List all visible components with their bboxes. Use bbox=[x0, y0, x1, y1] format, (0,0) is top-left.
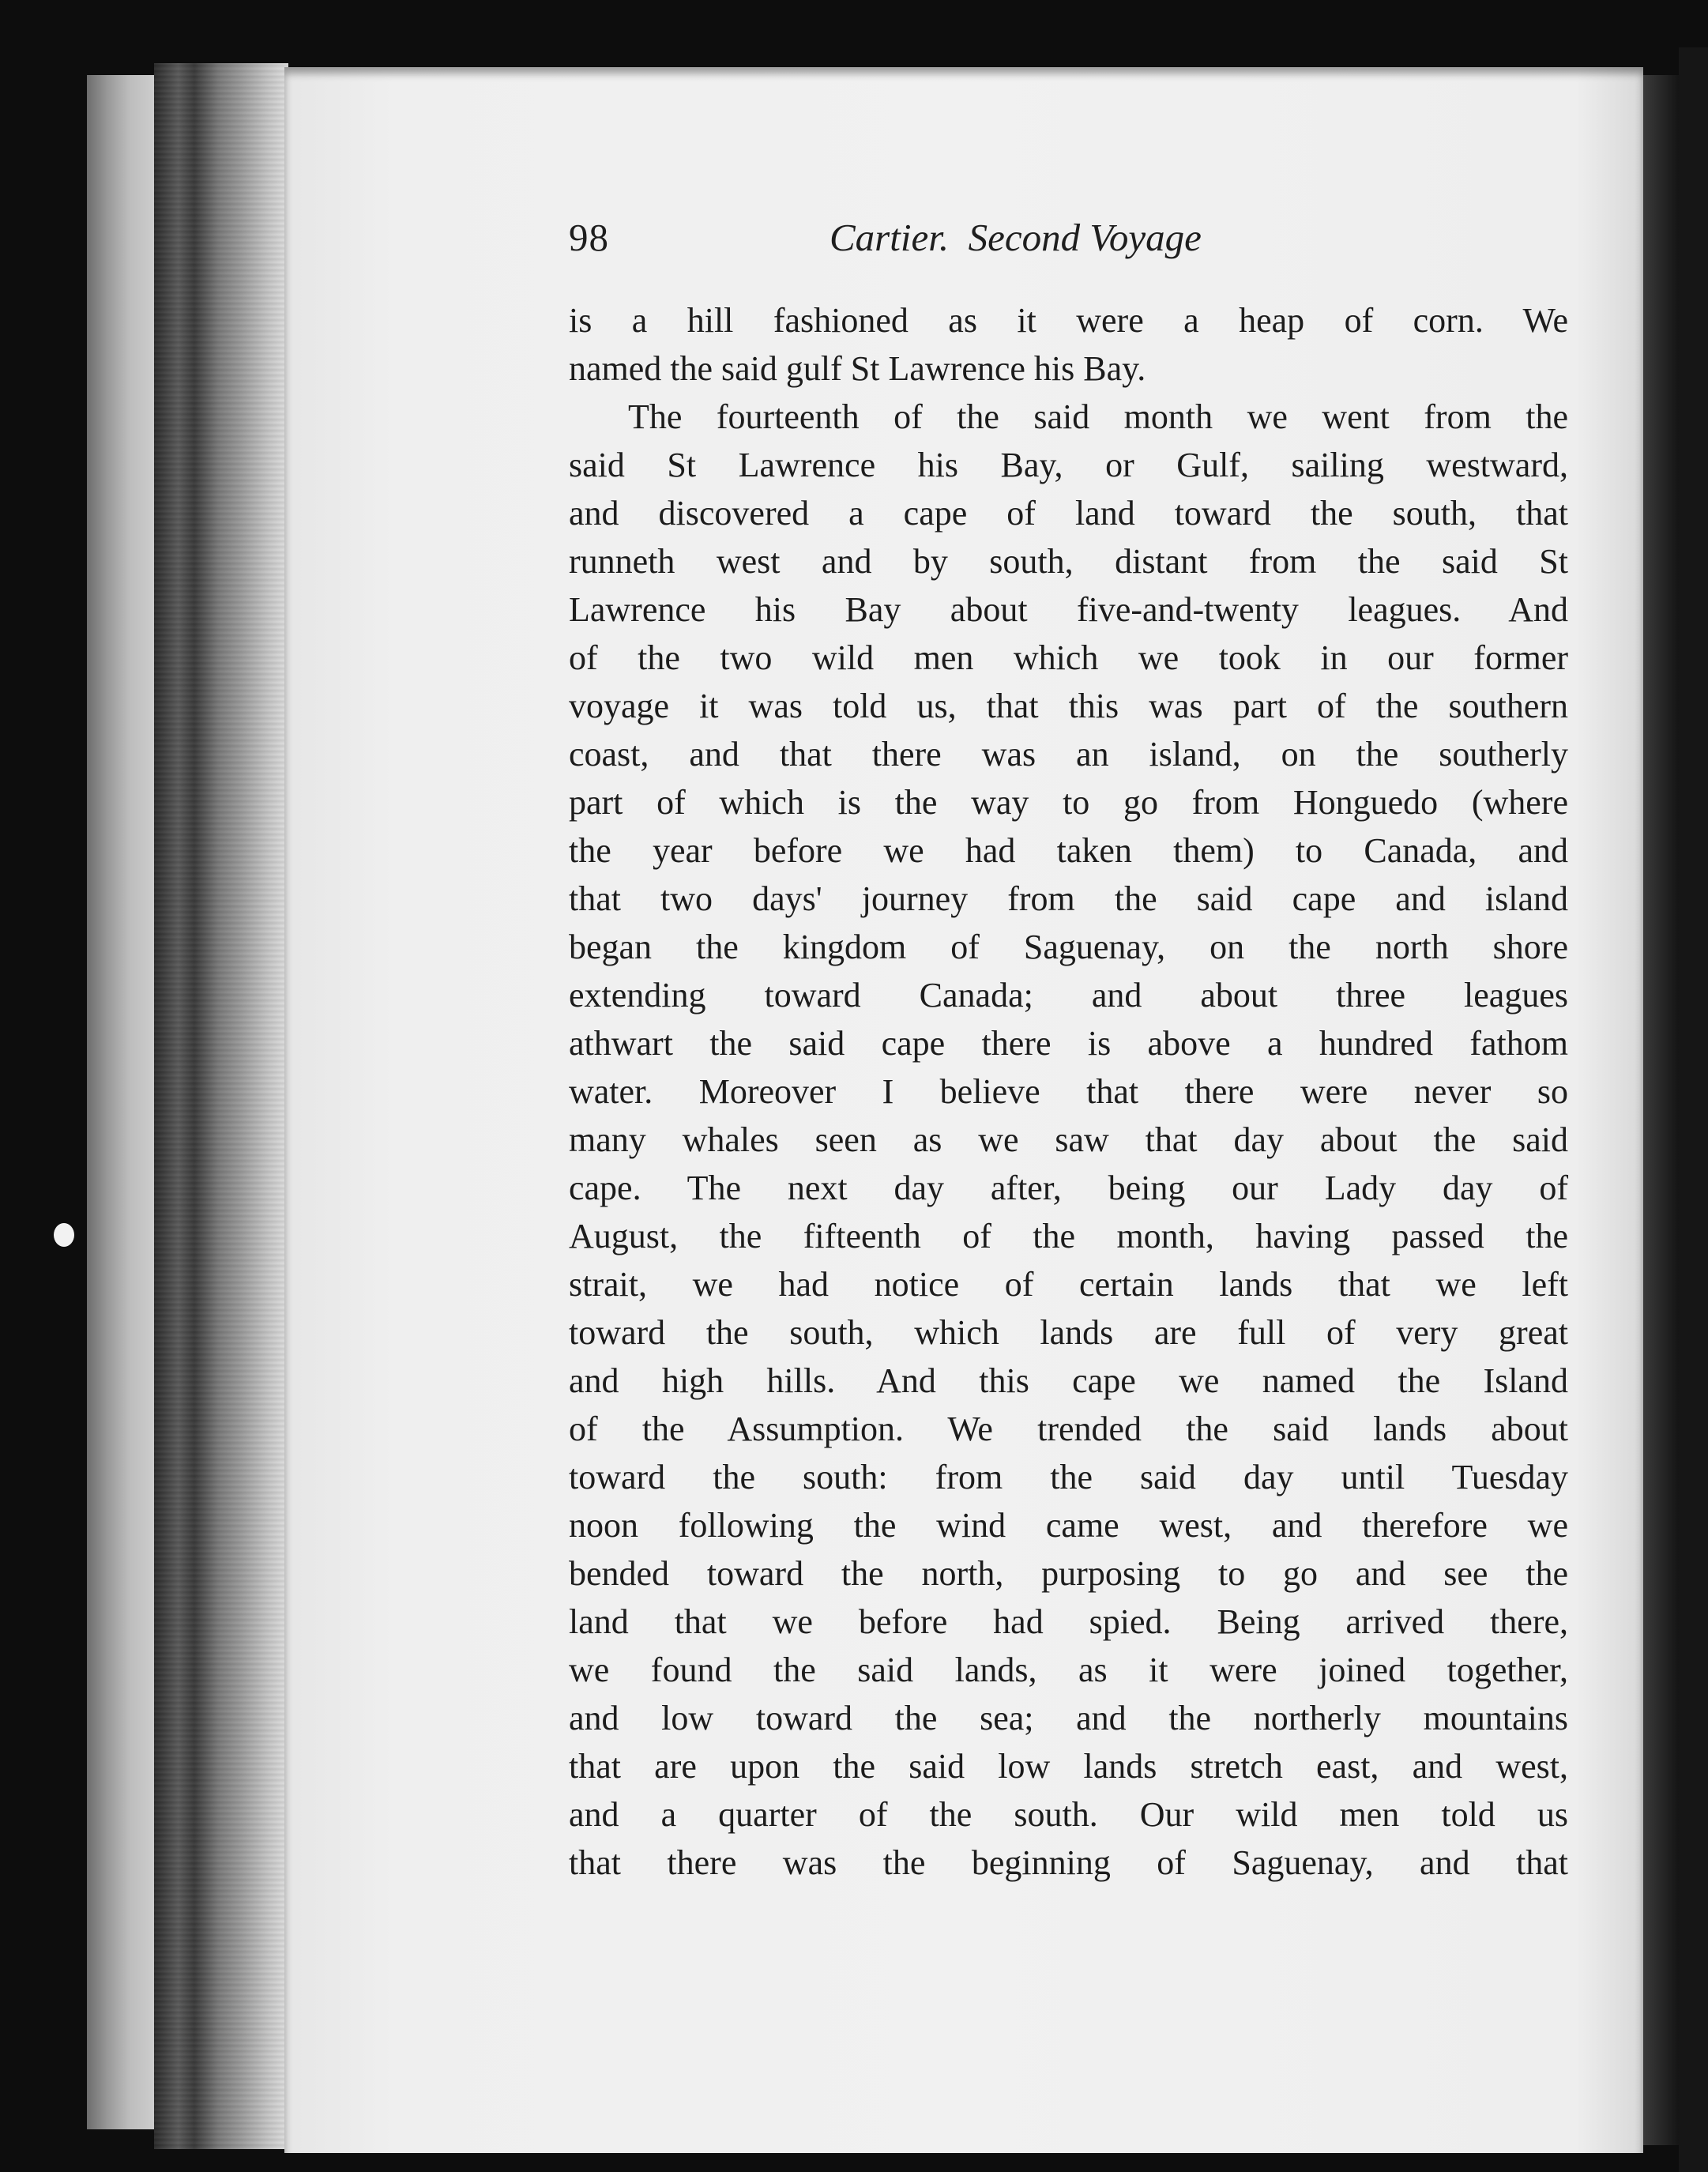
running-head bbox=[569, 215, 1556, 270]
text-line: that two days' journey from the said cape and island bbox=[569, 879, 1568, 918]
text-line: cape. The next day after, being our Lady day of bbox=[569, 1169, 1568, 1207]
text-line: and high hills. And this cape we named the Island bbox=[569, 1361, 1568, 1400]
text-line: of the Assumption. We trended the said lands about bbox=[569, 1410, 1568, 1448]
text-line: toward the south: from the said day until Tuesday bbox=[569, 1458, 1568, 1496]
text-line: Lawrence his Bay about five-and-twenty leagues. And bbox=[569, 590, 1568, 629]
text-line: is a hill fashioned as it were a heap of corn. We bbox=[569, 301, 1568, 340]
text-line: water. Moreover I believe that there were never so bbox=[569, 1072, 1568, 1111]
text-line: many whales seen as we saw that day about the said bbox=[569, 1120, 1568, 1159]
body-text bbox=[569, 296, 1568, 1887]
text-line: part of which is the way to go from Honguedo (where bbox=[569, 783, 1568, 822]
text-line: and low toward the sea; and the northerly mountains bbox=[569, 1699, 1568, 1737]
text-line: strait, we had notice of certain lands that we left bbox=[569, 1265, 1568, 1304]
text-line: extending toward Canada; and about three leagues bbox=[569, 976, 1568, 1014]
text-line: of the two wild men which we took in our former bbox=[569, 638, 1568, 677]
text-line: runneth west and by south, distant from the said St bbox=[569, 542, 1568, 581]
text-line: began the kingdom of Saguenay, on the north shore bbox=[569, 928, 1568, 966]
text-line: and a quarter of the south. Our wild men told us bbox=[569, 1795, 1568, 1834]
text-line: August, the fifteenth of the month, having passed the bbox=[569, 1217, 1568, 1255]
text-line: noon following the wind came west, and therefore we bbox=[569, 1506, 1568, 1545]
running-title: Cartier. Second Voyage bbox=[830, 216, 1202, 259]
text-line: and discovered a cape of land toward the south, that bbox=[569, 494, 1568, 533]
book-right-edge bbox=[1643, 75, 1679, 2145]
film-punch-mark bbox=[54, 1223, 74, 1247]
text-line: voyage it was told us, that this was part of the southern bbox=[569, 687, 1568, 725]
text-line: land that we before had spied. Being arrived there, bbox=[569, 1602, 1568, 1641]
page-number: 98 bbox=[569, 216, 609, 259]
film-edge-left bbox=[87, 75, 158, 2129]
text-line: that are upon the said low lands stretch east, and west, bbox=[569, 1747, 1568, 1786]
text-line: athwart the said cape there is above a hundred fathom bbox=[569, 1024, 1568, 1063]
text-line: we found the said lands, as it were joined together, bbox=[569, 1651, 1568, 1689]
text-line: coast, and that there was an island, on the southerly bbox=[569, 735, 1568, 774]
text-line: The fourteenth of the said month we went from the bbox=[628, 397, 1568, 436]
film-edge-right bbox=[1679, 47, 1708, 2172]
text-line: toward the south, which lands are full of very great bbox=[569, 1313, 1568, 1352]
text-line: bended toward the north, purposing to go and see the bbox=[569, 1554, 1568, 1593]
book-gutter bbox=[154, 63, 288, 2149]
text-line: that there was the beginning of Saguenay, and that bbox=[569, 1843, 1568, 1882]
text-line: the year before we had taken them) to Canada, and bbox=[569, 831, 1568, 870]
text-line: named the said gulf St Lawrence his Bay. bbox=[569, 349, 1146, 388]
text-line: said St Lawrence his Bay, or Gulf, sailing westward, bbox=[569, 446, 1568, 484]
